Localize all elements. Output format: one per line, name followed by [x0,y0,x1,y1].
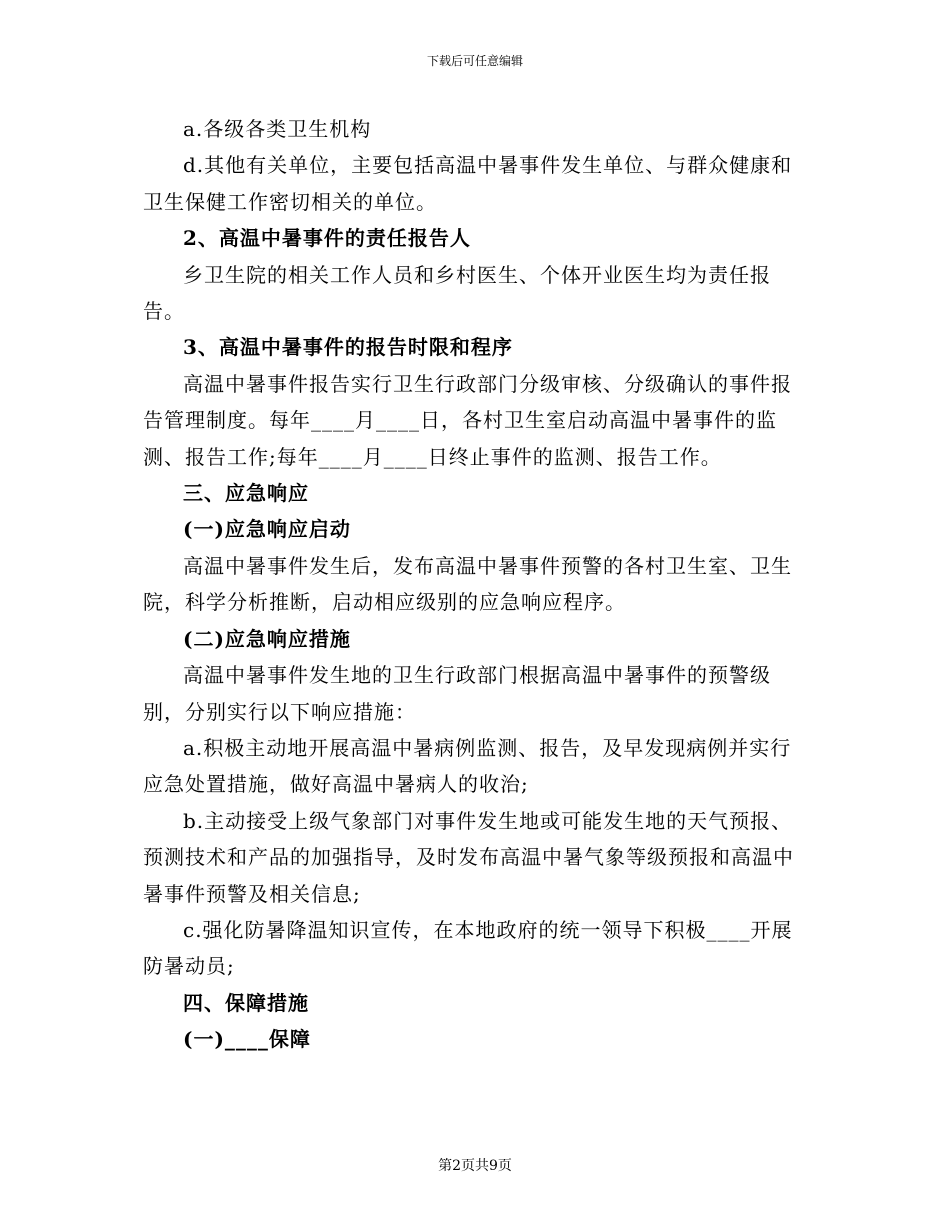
paragraph-measure-c: c.强化防暑降温知识宣传，在本地政府的统一领导下积极____开展防暑动员; [143,917,793,979]
paragraph-health-institutions: a.各级各类卫生机构 [183,117,372,141]
heading-safeguard-1: (一)____保障 [183,1027,311,1052]
heading-safeguard-measures: 四、保障措施 [183,990,309,1015]
paragraph-other-units: d.其他有关单位，主要包括高温中暑事件发生单位、与群众健康和卫生保健工作密切相关的单位。 [143,153,793,214]
heading-emergency-response: 三、应急响应 [183,481,309,506]
paragraph-measure-a: a.积极主动地开展高温中暑病例监测、报告，及早发现病例并实行应急处置措施，做好高温中暑病人的收治; [143,735,792,797]
paragraph-report-management: 高温中暑事件报告实行卫生行政部门分级审核、分级确认的事件报告管理制度。每年____月____日，各村卫生室启动高温中暑事件的监测、报告工作;每年____月____日终止事件的监测、报告工作。 [143,371,792,469]
paragraph-response-start: 高温中暑事件发生后，发布高温中暑事件预警的各村卫生室、卫生院，科学分析推断，启动相应级别的应急响应程序。 [143,553,792,615]
paragraph-reporters: 乡卫生院的相关工作人员和乡村医生、个体开业医生均为责任报告。 [143,262,771,324]
paragraph-measure-b: b.主动接受上级气象部门对事件发生地或可能发生地的天气预报、预测技术和产品的加强指导，及时发布高温中暑气象等级预报和高温中暑事件预警及相关信息; [143,808,794,906]
document-body [143,111,808,1058]
heading-report-time-procedure: 3、高温中暑事件的报告时限和程序 [183,335,513,360]
heading-response-start: (一)应急响应启动 [183,517,351,542]
heading-responsible-reporter: 2、高温中暑事件的责任报告人 [183,226,471,251]
page-number-footer: 第2页共9页 [438,1158,512,1174]
heading-response-measures: (二)应急响应措施 [183,626,351,651]
page-header-note: 下载后可任意编辑 [426,54,523,68]
paragraph-response-measures: 高温中暑事件发生地的卫生行政部门根据高温中暑事件的预警级别，分别实行以下响应措施： [143,663,771,724]
